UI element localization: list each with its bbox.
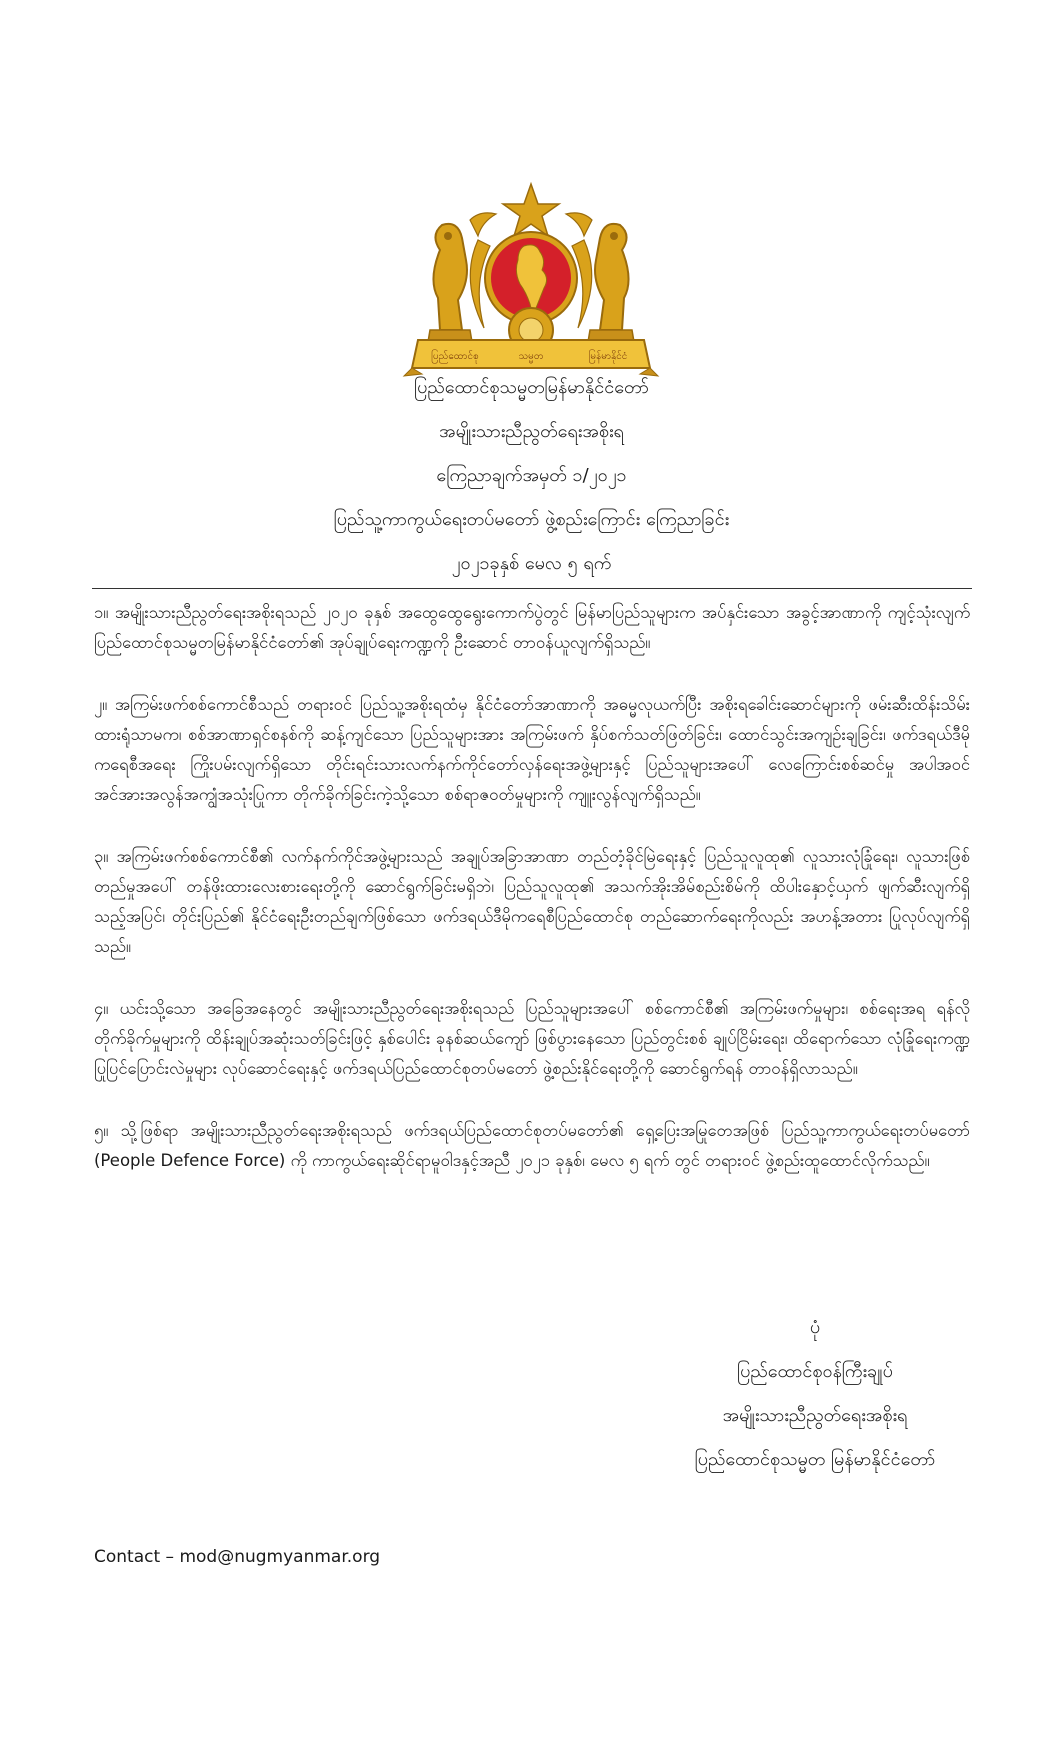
- ribbon-text-right: မြန်မာနိုင်ငံ: [588, 351, 628, 362]
- signatory-government: အမျိုးသားညီညွတ်ရေးအစိုးရ: [722, 1405, 908, 1426]
- signature-block: [640, 1318, 990, 1494]
- motto-ribbon: [404, 340, 658, 376]
- paragraph-4: ၄။ ယင်းသို့သော အခြေအနေတွင် အမျိုးသားညီညွတ်ရေးအစိုးရသည် ပြည်သူများအပေါ် စစ်ကောင်စီ၏ အကြမ်းဖက်မှုများ၊ စစ်ရေးအရ ရန်လိုတိုက်ခိုက်မှုများကို ထိန်းချုပ်အဆုံးသတ်ခြင်းဖြင့် နှစ်ပေါင်း ခုနစ်ဆယ်ကျော် ဖြစ်ပွားနေသော ပြည်တွင်းစစ် ချုပ်ငြိမ်းရေး၊ ထိရောက်သော လုံခြုံရေးကဏ္ဍ ပြုပြင်ပြောင်းလဲမှုများ လုပ်ဆောင်ရေးနှင့် ဖက်ဒရယ်ပြည်ထောင်စုတပ်မတော် ဖွဲ့စည်းနိုင်ရေးတို့ကို ဆောင်ရွက်ရန် တာဝန်ရှိလာသည်။: [94, 999, 970, 1078]
- right-lion-figure: [588, 224, 634, 342]
- paragraph-1: ၁။ အမျိုးသားညီညွတ်ရေးအစိုးရသည် ၂၀၂၀ ခုနှစ် အထွေထွေရွေးကောက်ပွဲတွင် မြန်မာပြည်သူများက အပ်နှင်းသော အခွင့်အာဏာကို ကျင့်သုံးလျက် ပြည်ထောင်စုသမ္မတမြန်မာနိုင်ငံတော်၏ အုပ်ချုပ်ရေးကဏ္ဍကို ဦးဆောင် တာဝန်ယူလျက်ရှိသည်။: [94, 603, 970, 652]
- ribbon-text-center: သမ္မတ: [518, 351, 544, 362]
- contact-email: Contact – mod@nugmyanmar.org: [94, 1547, 381, 1567]
- signatory-country: ပြည်ထောင်စုသမ္မတ မြန်မာနိုင်ငံတော်: [694, 1449, 936, 1470]
- state-seal-emblem: [400, 180, 662, 380]
- header-announcement-title: ပြည်သူ့ကာကွယ်ရေးတပ်မတော် ဖွဲ့စည်းကြောင်း ကြေညာခြင်း: [333, 509, 730, 530]
- header-government-name: အမျိုးသားညီညွတ်ရေးအစိုးရ: [439, 421, 624, 442]
- document-header: [0, 378, 1063, 598]
- signature-mark: ပုံ: [809, 1317, 821, 1338]
- header-announcement-number: ကြေညာချက်အမှတ် ၁/၂၀၂၁: [436, 465, 627, 486]
- document-body: [94, 598, 970, 1208]
- header-country-name: ပြည်ထောင်စုသမ္မတမြန်မာနိုင်ငံတော်: [414, 377, 649, 398]
- left-lion-figure: [428, 224, 472, 342]
- header-divider: [92, 588, 972, 589]
- header-date: ၂၀၂၁ခုနှစ် မေလ ၅ ရက်: [451, 553, 612, 574]
- star-icon: [503, 184, 559, 236]
- paragraph-5: ၅။ သို့ဖြစ်ရာ အမျိုးသားညီညွတ်ရေးအစိုးရသည် ဖက်ဒရယ်ပြည်ထောင်စုတပ်မတော်၏ ရှေ့ပြေးအမြုတေအဖြစ် ပြည်သူ့ကာကွယ်ရေးတပ်မတော် (People Defence Force) ကို ကာကွယ်ရေးဆိုင်ရာမူဝါဒနှင့်အညီ ၂၀၂၁ ခုနှစ်၊ မေလ ၅ ရက် တွင် တရားဝင် ဖွဲ့စည်းထူထောင်လိုက်သည်။: [94, 1121, 970, 1170]
- paragraph-2: ၂။ အကြမ်းဖက်စစ်ကောင်စီသည် တရားဝင် ပြည်သူ့အစိုးရထံမှ နိုင်ငံတော်အာဏာကို အဓမ္မလုယက်ပြီး အစိုးရခေါင်းဆောင်များကို ဖမ်းဆီးထိန်းသိမ်းထားရုံသာမက၊ စစ်အာဏာရှင်စနစ်ကို ဆန့်ကျင်သော ပြည်သူများအား အကြမ်းဖက် နှိပ်စက်သတ်ဖြတ်ခြင်း၊ ထောင်သွင်းအကျဉ်းချခြင်း၊ ဖက်ဒရယ်ဒီမိုကရေစီအရေး ကြိုးပမ်းလျက်ရှိသော တိုင်းရင်းသားလက်နက်ကိုင်တော်လှန်ရေးအဖွဲ့များနှင့် ပြည်သူများအပေါ် လေကြောင်းစစ်ဆင်မှု အပါအဝင် အင်အားအလွန်အကျွံအသုံးပြုကာ တိုက်ခိုက်ခြင်းကဲ့သို့သော စစ်ရာဇဝတ်မှုများကို ကျူးလွန်လျက်ရှိသည်။: [94, 695, 970, 804]
- ribbon-text-left: ပြည်ထောင်စု: [431, 351, 479, 362]
- paragraph-3: ၃။ အကြမ်းဖက်စစ်ကောင်စီ၏ လက်နက်ကိုင်အဖွဲ့များသည် အချုပ်အခြာအာဏာ တည်တံ့ခိုင်မြဲရေးနှင့် ပြည်သူလူထု၏ လူသားလုံခြုံရေး၊ လူသားဖြစ်တည်မှုအပေါ် တန်ဖိုးထားလေးစားရေးတို့ကို ဆောင်ရွက်ခြင်းမရှိဘဲ၊ ပြည်သူလူထု၏ အသက်အိုးအိမ်စည်းစိမ်ကို ထိပါးနှောင့်ယှက် ဖျက်ဆီးလျက်ရှိသည့်အပြင်၊ တိုင်းပြည်၏ နိုင်ငံရေးဦးတည်ချက်ဖြစ်သော ဖက်ဒရယ်ဒီမိုကရေစီပြည်ထောင်စု တည်ဆောက်ရေးကိုလည်း အဟန့်အတား ပြုလုပ်လျက်ရှိသည်။: [94, 847, 970, 956]
- signatory-title: ပြည်ထောင်စုဝန်ကြီးချုပ်: [737, 1361, 893, 1382]
